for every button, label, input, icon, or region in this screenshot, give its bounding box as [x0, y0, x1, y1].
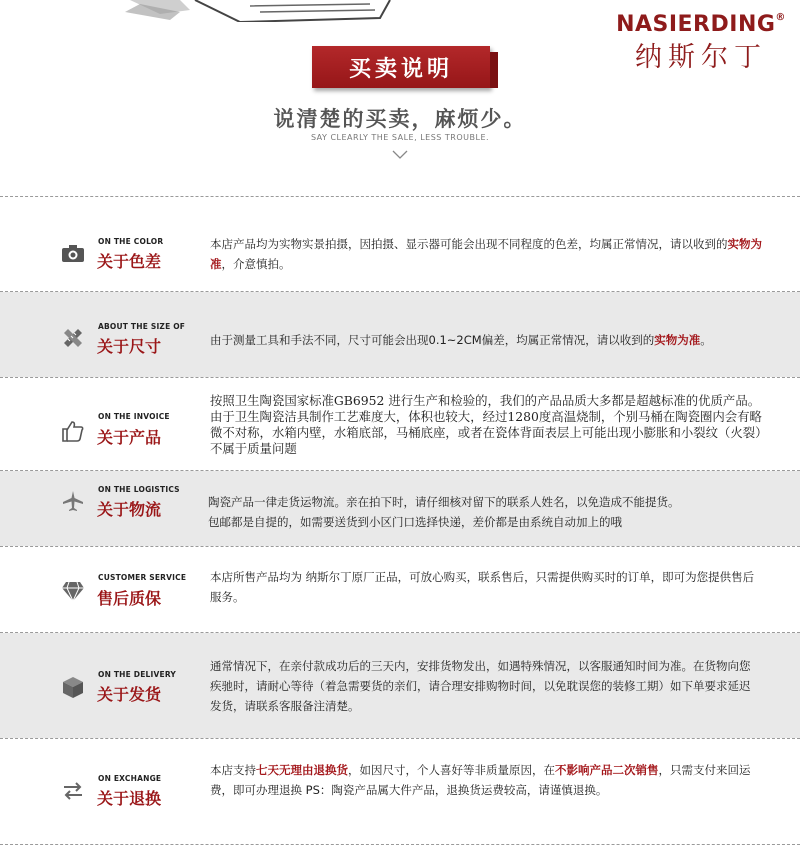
thumbs-up-icon — [60, 418, 86, 444]
section-text-2: 包邮都是自提的，如需要送货到小区门口选择快递，差价都是由系统自动加上的哦 — [208, 515, 622, 529]
section-label-en: ON THE LOGISTICS — [98, 485, 180, 494]
diamond-icon — [60, 578, 86, 604]
section-label-en: ON THE INVOICE — [98, 412, 170, 421]
divider — [0, 196, 800, 197]
section-text: 由于测量工具和手法不同，尺寸可能会出现0.1~2CM偏差，均属正常情况，请以收到的实物为准。 — [210, 333, 712, 347]
box-icon — [60, 674, 86, 700]
sketch-illustration — [120, 0, 420, 22]
section-text: 陶瓷产品一律走货运物流。亲在拍下时，请仔细核对留下的联系人姓名，以免造成不能提货。 — [208, 495, 680, 509]
brand-logo: NASIERDING® 纳斯尔丁 — [616, 12, 786, 73]
section-label-cn: 关于产品 — [97, 428, 162, 447]
section-label-en: ABOUT THE SIZE OF — [98, 322, 186, 331]
divider — [0, 377, 800, 378]
section-label-cn: 关于物流 — [97, 500, 162, 519]
chevron-down-icon — [392, 150, 408, 160]
airplane-icon — [60, 488, 86, 514]
section-label-cn: 关于发货 — [97, 685, 162, 704]
ruler-icon — [60, 325, 86, 351]
divider — [0, 738, 800, 739]
section-label-en: ON THE DELIVERY — [98, 670, 177, 679]
section-label-en: ON THE COLOR — [98, 237, 164, 246]
section-label-cn: 关于退换 — [97, 789, 162, 808]
camera-icon — [60, 240, 86, 266]
title-banner: 买卖说明 — [312, 46, 490, 88]
tagline: 说清楚的买卖，麻烦少。 — [273, 107, 527, 131]
section-label-cn: 关于尺寸 — [97, 337, 162, 356]
section-label-en: ON EXCHANGE — [98, 774, 162, 783]
tagline-english: SAY CLEARLY THE SALE, LESS TROUBLE. — [310, 133, 490, 142]
section-label-en: CUSTOMER SERVICE — [98, 573, 187, 582]
divider — [0, 844, 800, 845]
section-text: 本店产品均为实物实景拍摄，因拍摄、显示器可能会出现不同程度的色差，均属正常情况，请以收到的实物为准，介意慎拍。 — [210, 237, 762, 271]
section-label-cn: 关于色差 — [97, 252, 162, 271]
exchange-icon — [60, 778, 86, 804]
section-text: 本店支持七天无理由退换货，如因尺寸，个人喜好等非质量原因，在不影响产品二次销售，只需支付来回运费，即可办理退换 PS：陶瓷产品属大件产品，退换货运费较高，请谨慎退换。 — [210, 763, 751, 797]
section-text: 本店所售产品均为 纳斯尔丁原厂正品，可放心购买，联系售后，只需提供购买时的订单，即可为您提供售后服务。 — [210, 570, 755, 604]
section-text: 按照卫生陶瓷国家标准GB6952 进行生产和检验的，我们的产品品质大多都是超越标准的优质产品。由于卫生陶瓷洁具制作工艺难度大，体积也较大，经过1280度高温烧制，个别马桶在陶瓷圈内会有略微不对称，水箱内壁，水箱底部，马桶底座，或者在瓷体背面表层上可能出现小膨胀和小裂纹（火裂）不属于质量问题 — [210, 393, 768, 456]
section-label-cn: 售后质保 — [97, 589, 162, 608]
section-text: 通常情况下，在亲付款成功后的三天内，安排货物发出，如遇特殊情况，以客服通知时间为准。在货物向您疾驰时，请耐心等待（着急需要货的亲们，请合理安排购物时间，以免耽误您的装修工期）如下单要求延迟发货，请联系客服备注清楚。 — [210, 659, 751, 713]
divider — [0, 546, 800, 547]
header — [0, 0, 800, 197]
